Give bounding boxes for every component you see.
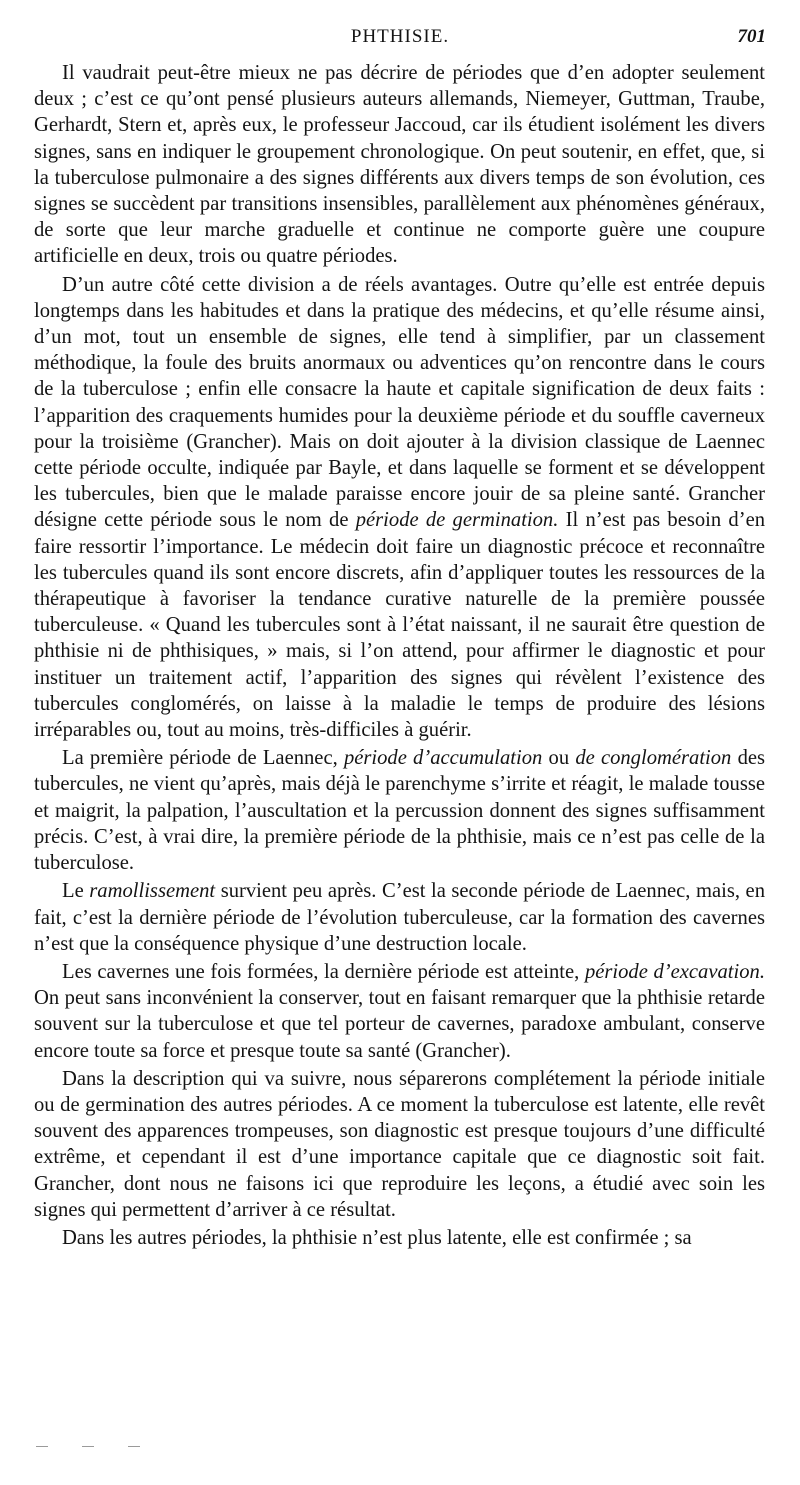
paragraph-1 <box>34 60 765 270</box>
running-head: PHTHISIE. <box>350 26 450 47</box>
paragraph-5 <box>34 959 765 1064</box>
body-text <box>34 60 765 1251</box>
paragraph-3 <box>34 745 765 876</box>
scan-mark <box>82 1446 94 1447</box>
paragraph-2 <box>34 272 765 744</box>
paragraph-5-text-a: Les cavernes une fois formées, la dernière période est atteinte, <box>62 960 580 983</box>
paragraph-1-text: Il vaudrait peut-être mieux ne pas décrire de périodes que d’en adopter seulement deux ; c’est ce qu’ont pensé plusieurs auteurs allemands, Niemeyer, Guttman, Traube, Gerhardt, Stern et, après eux, le professeur Jaccoud, car ils étudient isolément les divers signes, sans en indiquer le groupement chronologique. On peut soutenir, en effet, que, si la tuberculose pulmonaire a des signes différents aux divers temps de son évolution, ces signes se succèdent par transitions insensibles, parallèlement aux phénomènes généraux, de sorte que leur marche graduelle et continue ne comporte guère une coupure artificielle en deux, trois ou quatre périodes. <box>34 62 765 268</box>
paragraph-2-text-a: D’un autre côté cette division a de réels avantages. Outre qu’elle est entrée depuis longtemps dans les habitudes et dans la pratique des médecins, et qu’elle résume ainsi, d’un mot, tout un ensemble de signes, elle tend à simplifier, par un classement méthodique, la foule des bruits anormaux ou adventices qu’on rencontre dans le cours de la tuberculose ; enfin elle consacre la haute et capitale signification de deux faits : l’apparition des craquements humides pour la deuxième période et du souffle caverneux pour la troisième (Grancher). Mais on doit ajouter à la division classique de Laennec cette période occulte, indiquée par Bayle, et dans laquelle se forment et se développent les tubercules, bien que le malade paraisse encore jouir de sa pleine santé. Grancher désigne cette période sous le nom de <box>34 273 765 532</box>
term-periode-germination: période de germination. <box>355 509 559 532</box>
scan-mark <box>128 1446 140 1447</box>
paragraph-4 <box>34 878 765 957</box>
paragraph-4-text-a: Le <box>62 880 84 903</box>
page-number: 701 <box>737 26 766 47</box>
paragraph-6 <box>34 1066 765 1223</box>
scan-mark <box>36 1446 48 1447</box>
paragraph-5-text-b: On peut sans inconvénient la conserver, tout en faisant remarquer que la phthisie retarde souvent sur la tuberculose et que tel porteur de cavernes, paradoxe ambulant, conserve encore toute sa force et presque toute sa santé (Grancher). <box>34 987 765 1062</box>
paragraph-4-text-b: survient peu après. C’est la seconde période de Laennec, mais, en fait, c’est la dernière période de l’évolution tuberculeuse, car la formation des cavernes n’est que la conséquence physique d’une destruction locale. <box>34 880 765 955</box>
paragraph-2-text-b: Il n’est pas besoin d’en faire ressortir l’importance. Le médecin doit faire un diagnostic précoce et reconnaître les tubercules quand ils sont encore discrets, afin d’appliquer toutes les ressources de la thérapeutique à favoriser la tendance curative naturelle de la première poussée tuberculeuse. « Quand les tubercules sont à l’état naissant, il ne saurait être question de phthisie ni de phthisiques, » mais, si l’on attend, pour affirmer le diagnostic et pour instituer un traitement actif, l’apparition des signes qui révèlent l’existence des tubercules conglomérés, on laisse à la maladie le temps de produire des lésions irréparables ou, tout au moins, très-difficiles à guérir. <box>34 509 766 742</box>
page-header <box>34 26 766 60</box>
scan-marks <box>36 1446 146 1450</box>
term-conglomeration: de conglomération <box>575 747 732 770</box>
paragraph-3-text-mid: ou <box>548 747 570 770</box>
term-periode-excavation: période d’excavation. <box>584 960 765 983</box>
paragraph-3-text-b: des tubercules, ne vient qu’après, mais déjà le parenchyme s’irrite et réagit, le malade tousse et maigrit, la palpation, l’auscultation et la percussion donnent des signes suffisamment précis. C’est, à vrai dire, la première période de la phthisie, mais ce n’est pas celle de la tuberculose. <box>34 747 766 875</box>
paragraph-6-text: Dans la description qui va suivre, nous séparerons complétement la période initiale ou de germination des autres périodes. A ce moment la tuberculose est latente, elle revêt souvent des apparences trompeuses, son diagnostic est presque toujours d’une difficulté extrême, et cependant il est d’une importance capitale que ce diagnostic soit fait. Grancher, dont nous ne faisons ici que reproduire les leçons, a étudié avec soin les signes qui permettent d’arriver à ce résultat. <box>34 1067 765 1221</box>
term-ramollissement: ramollissement <box>89 880 216 903</box>
term-periode-accumulation: période d’accumulation <box>343 747 543 770</box>
paragraph-3-text-a: La première période de Laennec, <box>62 747 338 770</box>
paragraph-7-text: Dans les autres périodes, la phthisie n’est plus latente, elle est confirmée ; sa <box>62 1226 692 1249</box>
paragraph-7 <box>34 1225 765 1251</box>
